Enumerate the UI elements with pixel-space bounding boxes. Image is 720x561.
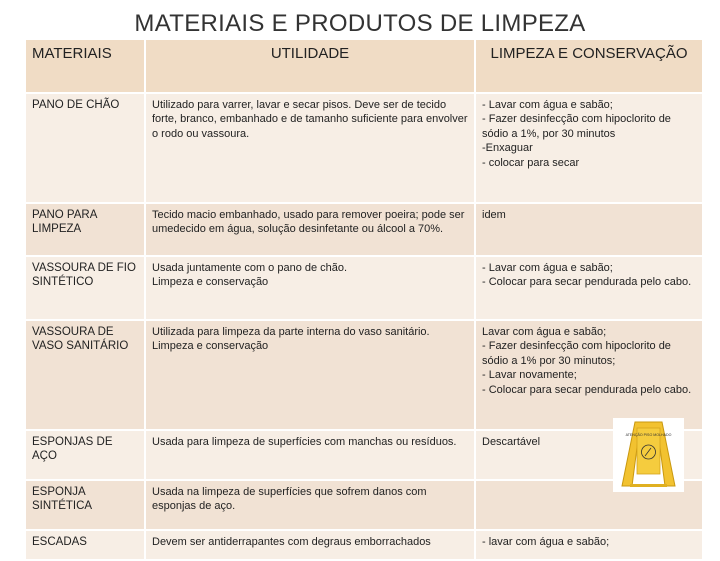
- table-row: [25, 93, 703, 203]
- cell-utilidade: Utilizada para limpeza da parte interna do vaso sanitário. Limpeza e conservação: [145, 320, 475, 430]
- cell-limpeza: - Lavar com água e sabão; - Colocar para secar pendurada pelo cabo.: [475, 256, 703, 320]
- cell-material: ESPONJAS DE AÇO: [25, 430, 145, 480]
- cell-utilidade: Usada juntamente com o pano de chão. Limpeza e conservação: [145, 256, 475, 320]
- cell-limpeza: Lavar com água e sabão; - Fazer desinfecção com hipoclorito de sódio a 1% por 30 minutos; - Lavar novamente; - Colocar para secar pendurada pelo cabo.: [475, 320, 703, 430]
- cell-utilidade: Tecido macio embanhado, usado para remover poeira; pode ser umedecido em água, solução desinfetante ou álcool a 70%.: [145, 203, 475, 256]
- cell-material: VASSOURA DE VASO SANITÁRIO: [25, 320, 145, 430]
- table-row: [25, 203, 703, 256]
- cell-utilidade: Usada para limpeza de superfícies com manchas ou resíduos.: [145, 430, 475, 480]
- table-header-row: [25, 39, 703, 93]
- table-row: [25, 480, 703, 530]
- cell-material: ESCADAS: [25, 530, 145, 560]
- table-row: [25, 256, 703, 320]
- cell-material: PANO DE CHÃO: [25, 93, 145, 203]
- cell-limpeza: idem: [475, 203, 703, 256]
- cell-utilidade: Usada na limpeza de superfícies que sofrem danos com esponjas de aço.: [145, 480, 475, 530]
- wet-floor-sign-icon: [613, 418, 684, 492]
- cell-utilidade: Utilizado para varrer, lavar e secar pisos. Deve ser de tecido forte, branco, embanhado e de tamanho suficiente para envolver o rodo ou vassoura.: [145, 93, 475, 203]
- cleaning-materials-table: [24, 38, 704, 561]
- cell-limpeza: Descartável: [475, 430, 703, 480]
- cell-material: PANO PARA LIMPEZA: [25, 203, 145, 256]
- cell-limpeza: - Lavar com água e sabão; - Fazer desinfecção com hipoclorito de sódio a 1%, por 30 minutos -Enxaguar - colocar para secar: [475, 93, 703, 203]
- wet-floor-sign-image: [613, 418, 684, 492]
- header-utilidade: UTILIDADE: [145, 39, 475, 93]
- table-row: [25, 320, 703, 430]
- table-row: [25, 530, 703, 560]
- cell-material: ESPONJA SINTÉTICA: [25, 480, 145, 530]
- cell-limpeza: - lavar com água e sabão;: [475, 530, 703, 560]
- header-materiais: MATERIAIS: [25, 39, 145, 93]
- page-title: MATERIAIS E PRODUTOS DE LIMPEZA: [134, 10, 586, 37]
- header-limpeza: LIMPEZA E CONSERVAÇÃO: [475, 39, 703, 93]
- sign-text: ATENÇÃO PISO MOLHADO: [625, 433, 672, 437]
- cell-material: VASSOURA DE FIO SINTÉTICO: [25, 256, 145, 320]
- table-row: [25, 430, 703, 480]
- cell-utilidade: Devem ser antiderrapantes com degraus emborrachados: [145, 530, 475, 560]
